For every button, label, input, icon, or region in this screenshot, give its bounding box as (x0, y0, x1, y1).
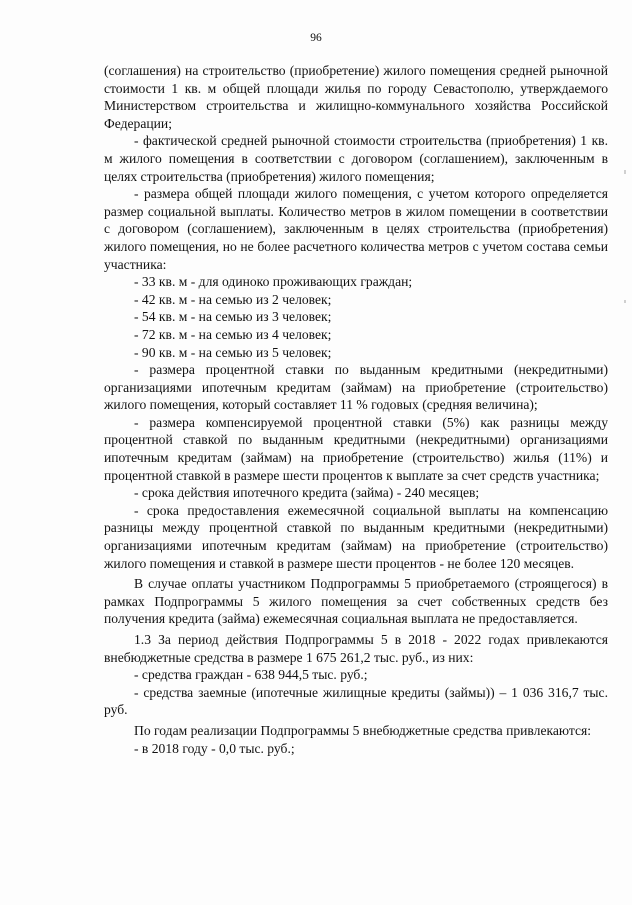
list-item-borrowed-funds: - средства заемные (ипотечные жилищные кредиты (займы)) – 1 036 316,7 тыс. руб. (104, 684, 608, 718)
scan-artifact (624, 170, 626, 174)
list-item-year-2018: - в 2018 году - 0,0 тыс. руб.; (134, 740, 295, 756)
list-item-area-72: - 72 кв. м - на семью из 4 человек; (134, 326, 332, 342)
page-number: 96 (310, 32, 322, 44)
list-item-total-area: - размера общей площади жилого помещения, с учетом которого определяется размер социальной выплаты. Количество метров в жилом помещении в соответствии с договором (соглашением), заключенным в целях строительства (приобретения) жилого помещения, но не более расчетного количества метров с учетом состава семьи участника: (104, 186, 608, 272)
paragraph-own-funds: В случае оплаты участником Подпрограммы 5 приобретаемого (строящегося) в рамках Подпрограммы 5 жилого помещения за счет собственных средств без получения кредита (займа) ежемесячная социальная выплата не предоставляется. (104, 576, 608, 627)
paragraph-continuation: (соглашения) на строительство (приобретение) жилого помещения средней рыночной стоимости 1 кв. м общей площади жилья по городу Севастополю, утверждаемого Министерством строительства и жилищно-коммунального хозяйства Российской Федерации; (104, 63, 608, 131)
list-item-payment-term: - срока предоставления ежемесячной социальной выплаты на компенсацию разницы между процентной ставкой по выданным кредитными (некредитными) организациями ипотечным кредитам (займам) на приобретение (строительство) жилого помещения и ставкой в размере шести процентов - не более 120 месяцев. (104, 502, 608, 571)
list-item-interest-rate: - размера процентной ставки по выданным кредитными (некредитными) организациями ипотечным кредитам (займам) на приобретение (строительство) жилого помещения, который составляет 11 % годовых (средняя величина); (104, 362, 608, 413)
list-item-market-cost: - фактической средней рыночной стоимости строительства (приобретения) 1 кв. м жилого помещения в соответствии с договором (соглашением), заключенным в целях строительства (приобретения) жилого помещения; (104, 133, 608, 184)
list-item-area-54: - 54 кв. м - на семью из 3 человек; (134, 309, 332, 325)
list-item-area-42: - 42 кв. м - на семью из 2 человек; (134, 291, 332, 307)
list-item-area-90: - 90 кв. м - на семью из 5 человек; (134, 344, 332, 360)
list-item-area-33: - 33 кв. м - для одиноко проживающих граждан; (134, 274, 413, 290)
paragraph-by-years: По годам реализации Подпрограммы 5 внебюджетные средства привлекаются: (134, 722, 592, 738)
list-item-compensated-rate: - размера компенсируемой процентной ставки (5%) как разницы между процентной ставкой по выданным кредитными (некредитными) организациями ипотечным кредитам (займам) на приобретение (строительство) жилья (11%) и процентной ставкой в размере шести процентов к выплате за счет средств участника; (104, 414, 608, 483)
list-item-citizen-funds: - средства граждан - 638 944,5 тыс. руб.; (134, 667, 368, 683)
list-item-loan-term: - срока действия ипотечного кредита (займа) - 240 месяцев; (134, 485, 480, 501)
paragraph-section-1-3: 1.3 За период действия Подпрограммы 5 в 2018 - 2022 годах привлекаются внебюджетные средства в размере 1 675 261,2 тыс. руб., из них: (104, 632, 608, 665)
scan-artifact (624, 300, 626, 303)
document-body (104, 62, 608, 757)
